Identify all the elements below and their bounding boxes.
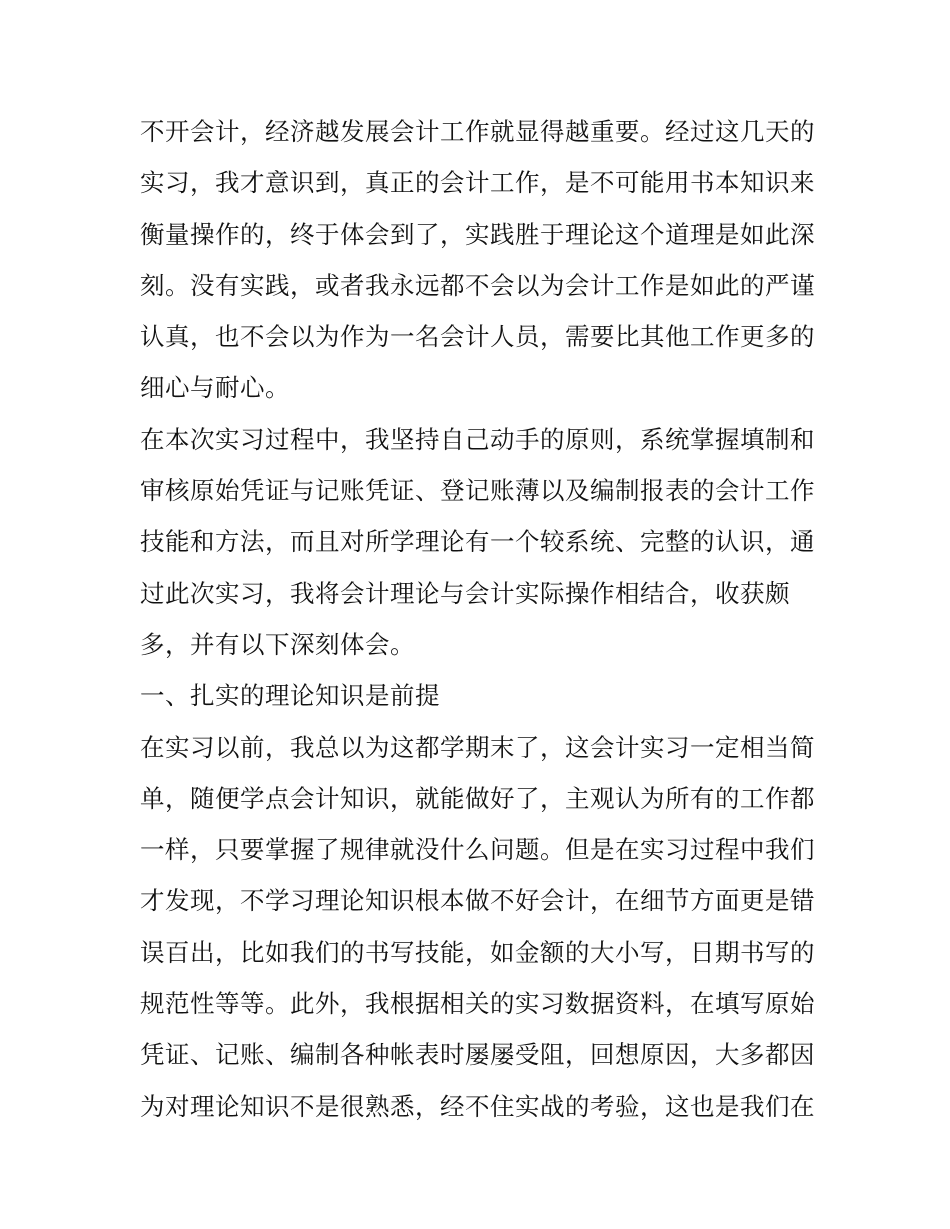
text-line: 认真，也不会以为作为一名会计人员，需要比其他工作更多的 (140, 322, 815, 352)
document-body (140, 106, 815, 1132)
text-line: 细心与耐心。 (140, 373, 290, 403)
section-heading: 一、扎实的理论知识是前提 (140, 681, 440, 711)
text-line: 单，随便学点会计知识，就能做好了，主观认为所有的工作都 (140, 783, 815, 813)
text-line: 不开会计，经济越发展会计工作就显得越重要。经过这几天的 (140, 117, 815, 146)
text-line: 在实习以前，我总以为这都学期末了，这会计实习一定相当简 (140, 732, 815, 762)
text-line: 衡量操作的，终于体会到了，实践胜于理论这个道理是如此深 (140, 219, 815, 249)
text-line: 刻。没有实践，或者我永远都不会以为会计工作是如此的严谨 (140, 270, 815, 300)
text-line: 在本次实习过程中，我坚持自己动手的原则，系统掌握填制和 (140, 424, 815, 454)
text-line: 凭证、记账、编制各种帐表时屡屡受阻，回想原因，大多都因 (140, 1040, 815, 1070)
text-line: 规范性等等。此外，我根据相关的实习数据资料，在填写原始 (140, 989, 815, 1019)
text-line: 过此次实习，我将会计理论与会计实际操作相结合，收获颇 (140, 578, 790, 608)
text-line: 为对理论知识不是很熟悉，经不住实战的考验，这也是我们在 (140, 1091, 815, 1121)
text-line: 审核原始凭证与记账凭证、登记账薄以及编制报表的会计工作 (140, 476, 815, 506)
text-line: 多，并有以下深刻体会。 (140, 629, 415, 659)
text-line: 误百出，比如我们的书写技能，如金额的大小写，日期书写的 (140, 937, 815, 967)
text-line: 技能和方法，而且对所学理论有一个较系统、完整的认识，通 (140, 527, 815, 557)
text-line: 实习，我才意识到，真正的会计工作，是不可能用书本知识来 (140, 168, 815, 198)
text-line: 一样，只要掌握了规律就没什么问题。但是在实习过程中我们 (140, 835, 815, 865)
text-line: 才发现，不学习理论知识根本做不好会计，在细节方面更是错 (140, 886, 815, 916)
